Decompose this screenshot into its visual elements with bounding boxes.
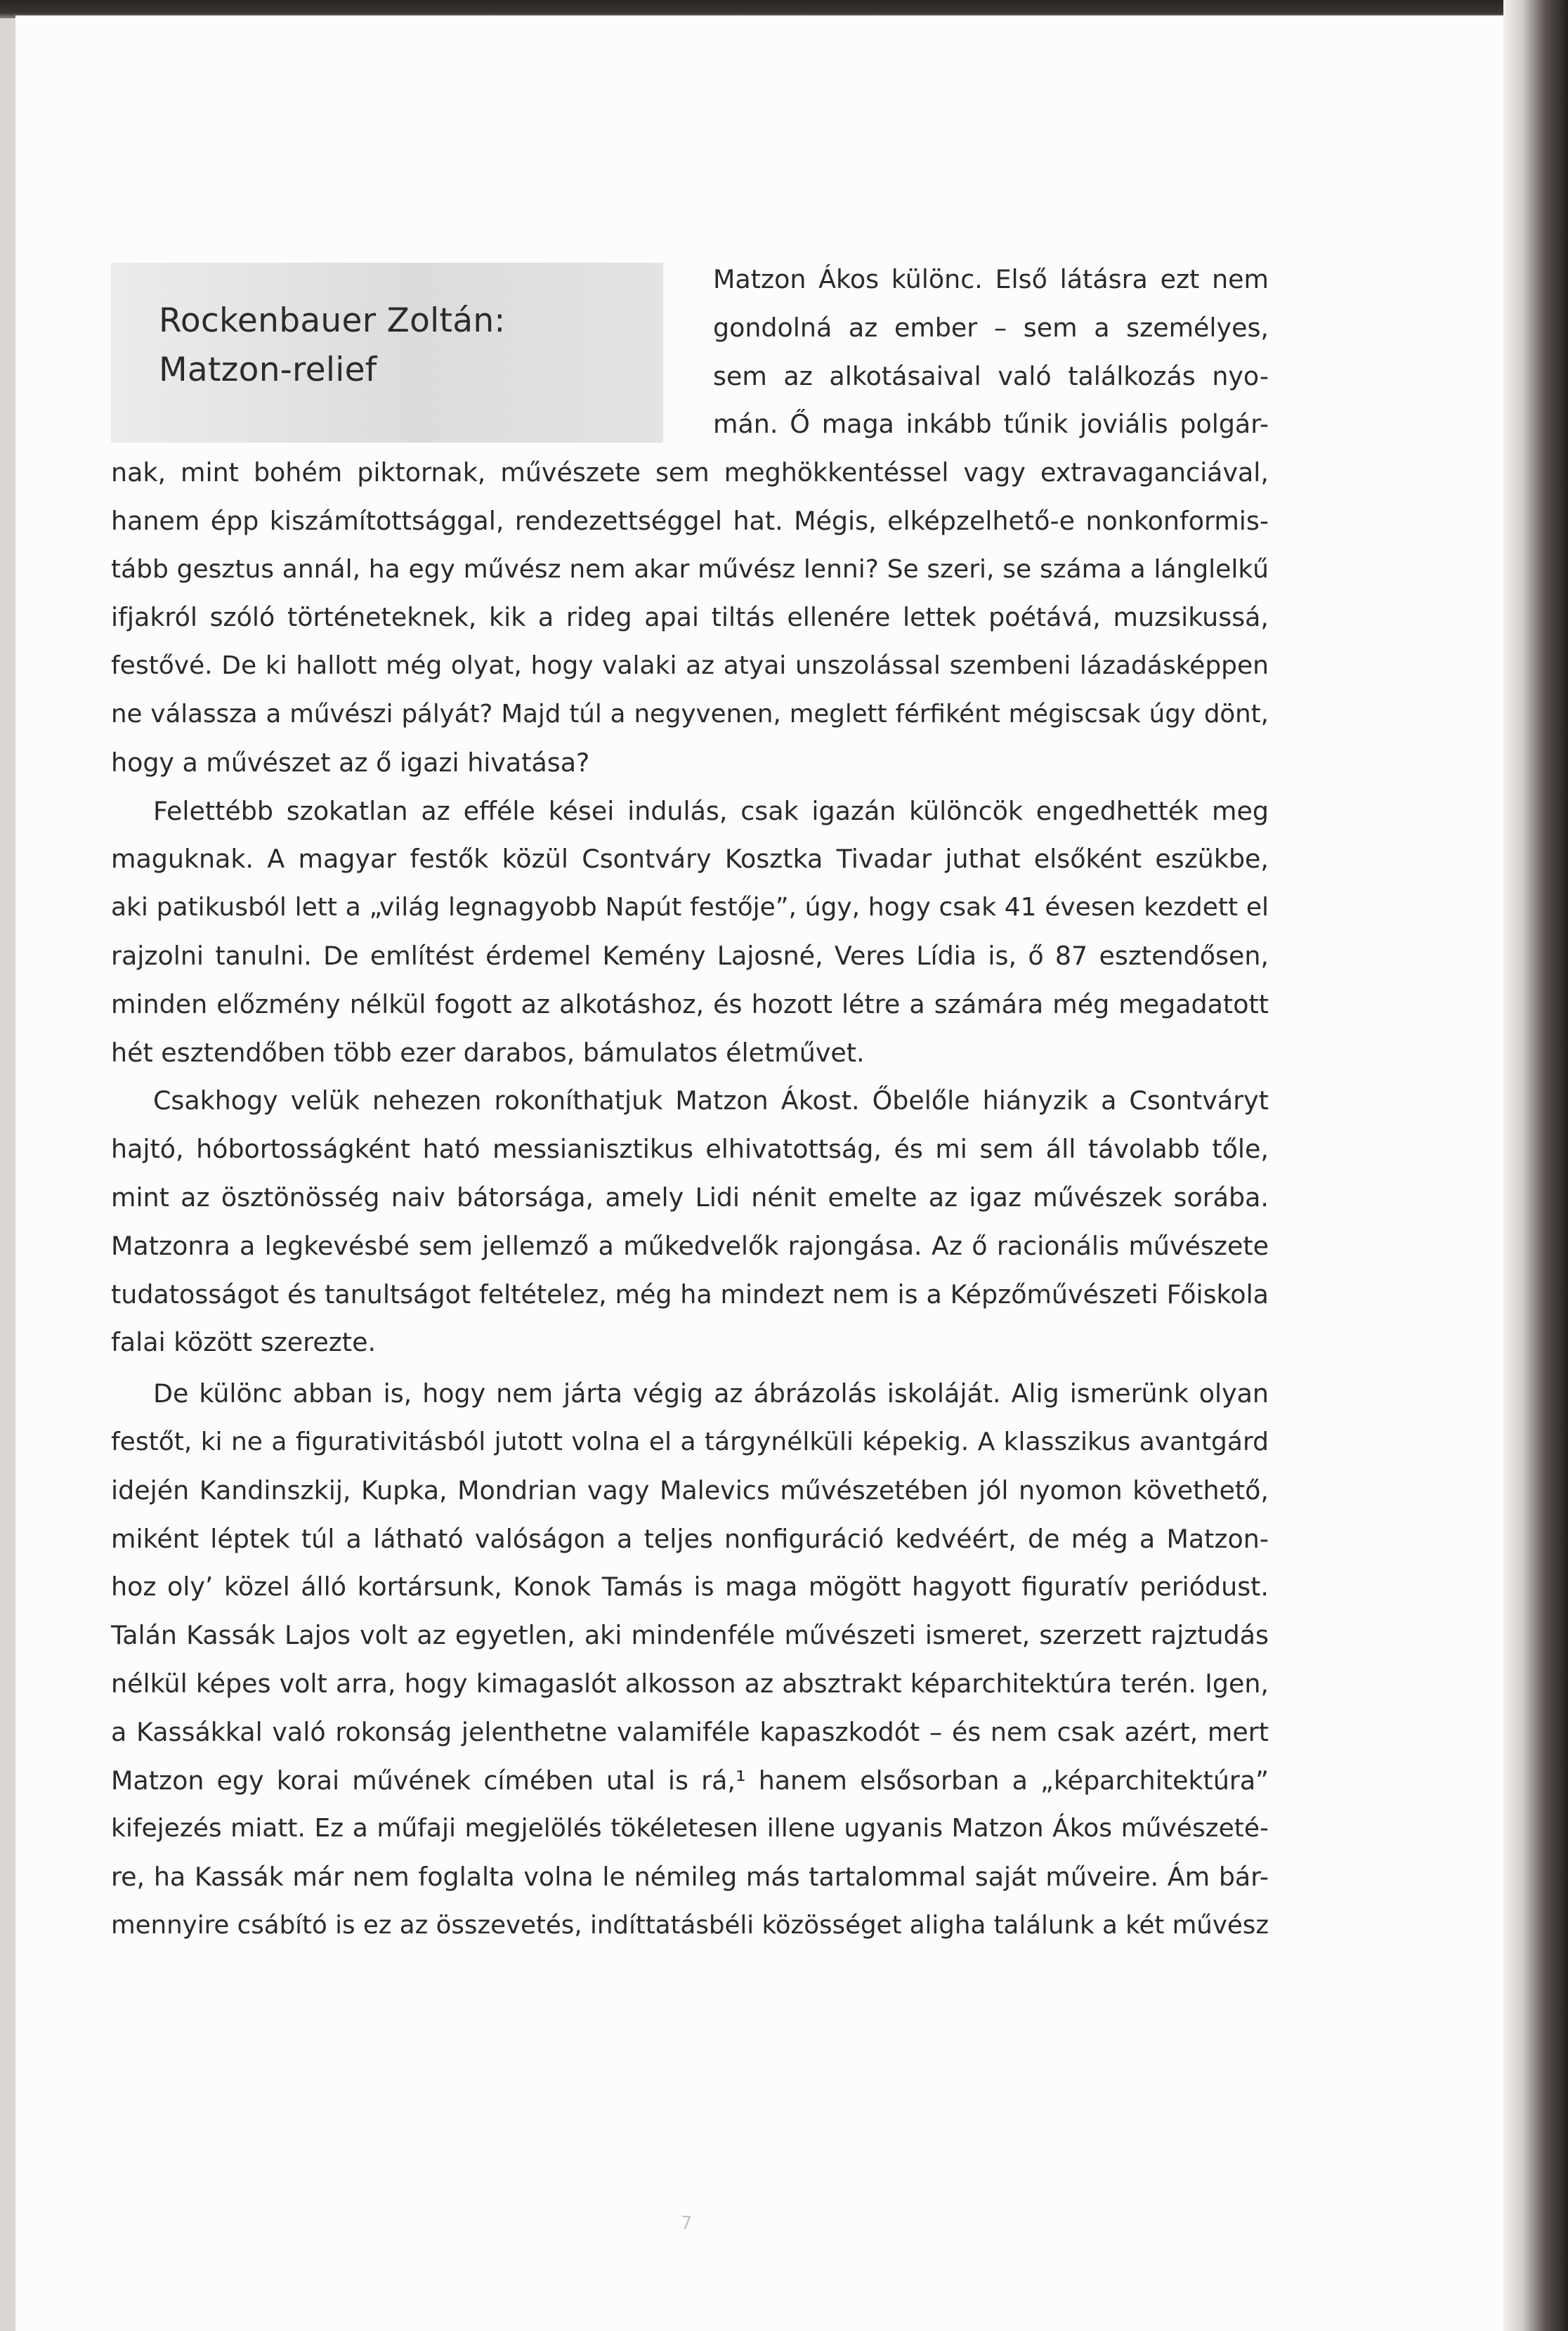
text-line: hoz oly’ közel álló kortársunk, Konok Tamás is maga mögött hagyott figuratív periódust. [111,1572,1269,1602]
text-line: hajtó, hóbortosságként ható messianisztikus elhivatottság, és mi sem áll távolabb tőle, [111,1134,1269,1165]
text-line: tudatosságot és tanultságot feltételez, még ha mindezt nem is a Képzőművészeti Főiskola [111,1279,1269,1310]
text-line: Felettébb szokatlan az efféle kései indulás, csak igazán különcök engedhették meg [153,795,1269,826]
text-line: minden előzmény nélkül fogott az alkotáshoz, és hozott létre a számára még megadatott [111,988,1269,1019]
text-line: ifjakról szóló történeteknek, kik a rideg apai tiltás ellenére lettek poétává, muzsikussá, [111,602,1269,633]
text-line: Matzon egy korai művének címében utal is rá,¹ hanem elsősorban a „képarchitektúra” [111,1765,1269,1796]
book-spine-shadow [1503,0,1568,2331]
text-line: mán. Ő maga inkább tűnik joviális polgár- [713,409,1269,440]
text-line: tább gesztus annál, ha egy művész nem akar művész lenni? Se szeri, se száma a lánglelkű [111,554,1269,584]
text-line: kifejezés miatt. Ez a műfaji megjelölés tökéletesen illene ugyanis Matzon Ákos művészeté- [111,1814,1269,1843]
text-line: sem az alkotásaival való találkozás nyo- [713,360,1269,391]
text-line: Matzon Ákos különc. Első látásra ezt nem [713,264,1269,294]
text-line: rajzolni tanulni. De említést érdemel Kemény Lajosné, Veres Lídia is, ő 87 esztendősen, [111,940,1269,971]
text-line: De különc abban is, hogy nem járta végig az ábrázolás iskoláját. Alig ismerünk olyan [153,1378,1269,1409]
text-line: hét esztendőben több ezer darabos, bámulatos életművet. [111,1037,865,1068]
intro-paragraph [713,256,1269,449]
text-line: falai között szerezte. [111,1327,377,1358]
author-name: Rockenbauer Zoltán: [159,301,506,340]
article-title [159,296,506,395]
text-line: ne válassza a művészi pályát? Majd túl a negyvenen, meglett férfiként mégiscsak úgy dönt, [111,699,1269,729]
text-line: gondolná az ember – sem a személyes, [713,312,1269,343]
text-line: Talán Kassák Lajos volt az egyetlen, aki mindenféle művészeti ismeret, szerzett rajztudás [111,1620,1269,1651]
text-line: festőt, ki ne a figurativitásból jutott volna el a tárgynélküli képekig. A klasszikus avantgárd [111,1427,1269,1456]
article-body [111,449,1269,1950]
article-subtitle: Matzon-relief [159,351,377,389]
text-line: maguknak. A magyar festők közül Csontváry Kosztka Tivadar juthat elsőként eszükbe, [111,844,1269,875]
page-number: 7 [680,2213,693,2234]
text-line: festővé. De ki hallott még olyat, hogy valaki az atyai unszolással szembeni lázadásképpen [111,651,1269,681]
text-line: re, ha Kassák már nem foglalta volna le némileg más tartalommal saját műveire. Ám bár- [111,1862,1269,1893]
text-line: idején Kandinszkij, Kupka, Mondrian vagy Malevics művészetében jól nyomon követhető, [111,1475,1269,1506]
text-line: miként léptek túl a látható valóságon a teljes nonfiguráció kedvéért, de még a Matzon- [111,1523,1269,1554]
text-line: a Kassákkal való rokonság jelenthetne valamiféle kapaszkodót – és nem csak azért, mert [111,1716,1269,1747]
text-line: Csakhogy velük nehezen rokoníthatjuk Matzon Ákost. Őbelőle hiányzik a Csontváryt [153,1085,1269,1116]
text-line: aki patikusból lett a „világ legnagyobb Napút festője”, úgy, hogy csak 41 évesen kezdett el [111,893,1269,922]
text-line: hanem épp kiszámítottsággal, rendezettséggel hat. Mégis, elképzelhető-e nonkonformis- [111,505,1269,536]
text-line: Matzonra a legkevésbé sem jellemző a műkedvelők rajongása. Az ő racionális művészete [111,1230,1269,1261]
text-line: mennyire csábító is ez az összevetés, indíttatásbéli közösséget aligha találunk a két művész [111,1910,1269,1940]
text-line: nélkül képes volt arra, hogy kimagaslót alkosson az absztrakt képarchitektúra terén. Igen, [111,1668,1269,1699]
text-line: nak, mint bohém piktornak, művészete sem meghökkentéssel vagy extravaganciával, [111,457,1269,488]
text-line: mint az ösztönösség naiv bátorsága, amely Lidi nénit emelte az igaz művészek sorába. [111,1182,1269,1213]
text-line: hogy a művészet az ő igazi hivatása? [111,747,590,778]
